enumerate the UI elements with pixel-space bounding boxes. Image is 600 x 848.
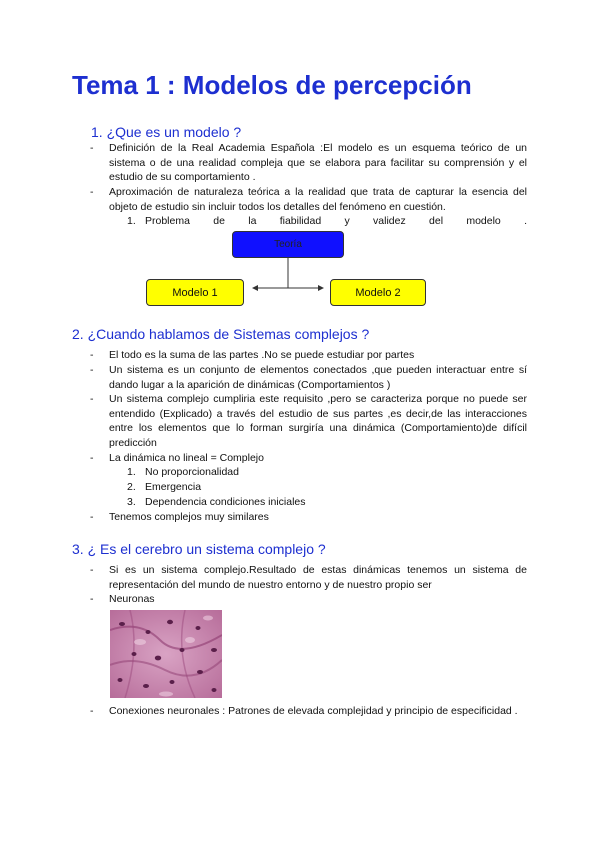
item-text: No proporcionalidad bbox=[145, 466, 239, 478]
teoria-box: Teoría bbox=[232, 231, 344, 258]
list-item bbox=[90, 363, 527, 392]
modelo-1-box: Modelo 1 bbox=[146, 279, 244, 306]
bullet-text: Definición de la Real Academia Española :El modelo es un esquema teórico de un sistema o de una realidad compleja que se elabora para facilitar su comprensión y el estudio de su comportamiento . bbox=[109, 142, 527, 184]
numbered-item bbox=[127, 214, 527, 229]
numbered-item bbox=[127, 465, 239, 480]
item-text: Problema de la fiabilidad y validez del modelo . bbox=[145, 215, 527, 227]
bullet-dash: - bbox=[90, 393, 94, 405]
item-number: 1. bbox=[127, 466, 136, 478]
numbered-item bbox=[127, 495, 306, 510]
list-item bbox=[90, 348, 527, 363]
bullet-dash: - bbox=[90, 364, 94, 376]
item-number: 1. bbox=[127, 215, 136, 227]
bullet-text: Un sistema es un conjunto de elementos conectados ,que pueden interactuar entre sí dando lugar a la aparición de dinámicas (Comportamientos ) bbox=[109, 364, 527, 391]
modelo-2-box: Modelo 2 bbox=[330, 279, 426, 306]
bullet-dash: - bbox=[90, 564, 94, 576]
bullet-dash: - bbox=[90, 349, 94, 361]
section-heading-2: 2. ¿Cuando hablamos de Sistemas complejos ? bbox=[72, 326, 370, 342]
bullet-dash: - bbox=[90, 186, 94, 198]
arrow-right-icon bbox=[318, 285, 324, 291]
item-text: Dependencia condiciones iniciales bbox=[145, 496, 306, 508]
neuron-tissue-image bbox=[110, 610, 222, 698]
bullet-dash: - bbox=[90, 705, 94, 717]
bullet-text: La dinámica no lineal = Complejo bbox=[109, 452, 264, 464]
bullet-dash: - bbox=[90, 452, 94, 464]
bullet-text: Neuronas bbox=[109, 593, 155, 605]
list-item bbox=[90, 592, 527, 607]
list-item bbox=[90, 704, 527, 719]
item-text: Emergencia bbox=[145, 481, 202, 493]
bullet-text: El todo es la suma de las partes .No se puede estudiar por partes bbox=[109, 349, 415, 361]
bullet-dash: - bbox=[90, 142, 94, 154]
list-item bbox=[90, 392, 527, 450]
section-heading-3: 3. ¿ Es el cerebro un sistema complejo ? bbox=[72, 541, 326, 557]
bullet-dash: - bbox=[90, 593, 94, 605]
item-number: 3. bbox=[127, 496, 136, 508]
bullet-text: Tenemos complejos muy similares bbox=[109, 511, 269, 523]
list-item bbox=[90, 185, 527, 214]
page-title: Tema 1 : Modelos de percepción bbox=[72, 70, 472, 100]
bullet-text: Si es un sistema complejo.Resultado de estas dinámicas tenemos un sistema de representación del mundo de nuestro entorno y de nuestro propio ser bbox=[109, 564, 527, 591]
list-item bbox=[90, 510, 527, 525]
item-number: 2. bbox=[127, 481, 136, 493]
bullet-text: Un sistema complejo cumpliria este requisito ,pero se caracteriza porque no puede ser entendido (Explicado) a través del estudio de sus partes ,es decir,de las interacciones entre los elementos que lo forman surgiría una dinámica (Comportamiento)de difícil predicción bbox=[109, 393, 527, 449]
list-item bbox=[90, 141, 527, 185]
list-item bbox=[90, 451, 527, 466]
numbered-item bbox=[127, 480, 201, 495]
bullet-dash: - bbox=[90, 511, 94, 523]
bullet-text: Aproximación de naturaleza teórica a la realidad que trata de capturar la esencia del objeto de estudio sin incluir todos los detalles del fenómeno en cuestión. bbox=[109, 186, 527, 213]
list-item bbox=[90, 563, 527, 592]
bullet-text: Conexiones neuronales : Patrones de elevada complejidad y principio de especificidad . bbox=[109, 705, 518, 717]
section-heading-1: 1. ¿Que es un modelo ? bbox=[91, 124, 242, 140]
arrow-left-icon bbox=[252, 285, 258, 291]
